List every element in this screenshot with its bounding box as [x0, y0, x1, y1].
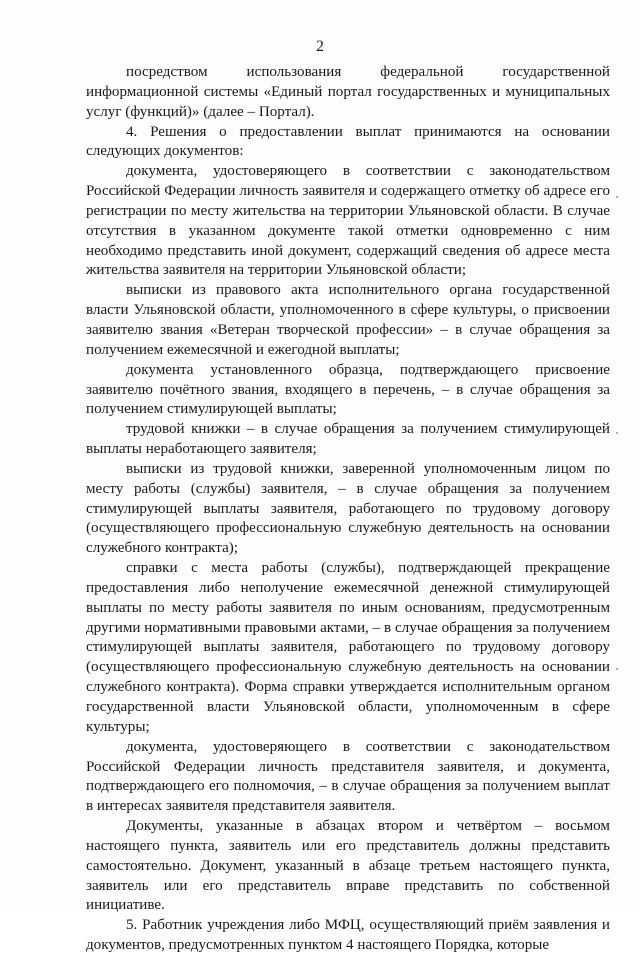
paragraph-employment-record-book: трудовой книжки – в случае обращения за получением стимулирующей выплаты неработающего заявителя;	[86, 421, 610, 458]
paragraph-honorary-title-document: документа установленного образца, подтверждающего присвоение заявителю почётного звания, входящего в перечень, – в случае обращения за получением стимулирующей выплаты;	[86, 361, 610, 418]
document-body	[86, 63, 610, 956]
paragraph-submission-rules: Документы, указанные в абзацах втором и четвёртом – восьмом настоящего пункта, заявитель или его представитель должны представить самостоятельно. Документ, указанный в абзаце третьем настоящего пункта, заявитель или его представитель вправе представить по собственной инициативе.	[86, 818, 610, 914]
paragraph-representative-documents: документа, удостоверяющего в соответствии с законодательством Российской Федерации личность представителя заявителя, и документа, подтверждающего его полномочия, – в случае обращения за получением выплат в интересах заявителя представителя заявителя.	[86, 738, 610, 815]
scan-speck	[616, 196, 618, 198]
paragraph-employment-record-extract: выписки из трудовой книжки, заверенной уполномоченным лицом по месту работы (службы) заявителя, – в случае обращения за получением стимулирующей выплаты заявителя, работающего по трудовому договору (осуществляющего профессиональную служебную деятельность на основании служебного контракта);	[86, 460, 610, 557]
paragraph-portal-continuation: посредством использования федеральной государственной информационной системы «Единый портал государственных и муниципальных услуг (функций)» (далее – Портал).	[86, 64, 610, 120]
paragraph-item-5: 5. Работник учреждения либо МФЦ, осуществляющий приём заявления и документов, предусмотренных пунктом 4 настоящего Порядка, которые	[86, 917, 610, 954]
paragraph-legal-act-extract: выписки из правового акта исполнительного органа государственной власти Ульяновской области, уполномоченного в сфере культуры, о присвоении заявителю звания «Ветеран творческой профессии» – в случае обращения за получением ежемесячной и ежегодной выплаты;	[86, 282, 610, 358]
paragraph-identity-document: документа, удостоверяющего в соответствии с законодательством Российской Федерации личность заявителя и содержащего отметку об адресе его регистрации по месту жительства на территории Ульяновской области. В случае отсутствия в указанном документе такой отметки одновременно с ним необходимо представить иной документ, содержащий сведения об адресе места жительства заявителя на территории Ульяновской области;	[86, 163, 610, 279]
scan-speck	[616, 668, 618, 670]
paragraph-item-4-intro: 4. Решения о предоставлении выплат принимаются на основании следующих документов:	[86, 123, 610, 160]
page-number: 2	[316, 38, 324, 55]
paragraph-workplace-certificate: справки с места работы (службы), подтверждающей прекращение предоставления либо неполучение ежемесячной денежной стимулирующей выплаты по месту работы заявителя по иным основаниям, предусмотренным другими нормативными правовыми актами, – в случае обращения за получением стимулирующей выплаты заявителя, работающего по трудовому договору (осуществляющего профессиональную служебную деятельность на основании служебного контракта). Форма справки утверждается исполнительным органом государственной власти Ульяновской области, уполномоченным в сфере культуры;	[86, 560, 610, 735]
scan-speck	[616, 432, 618, 434]
